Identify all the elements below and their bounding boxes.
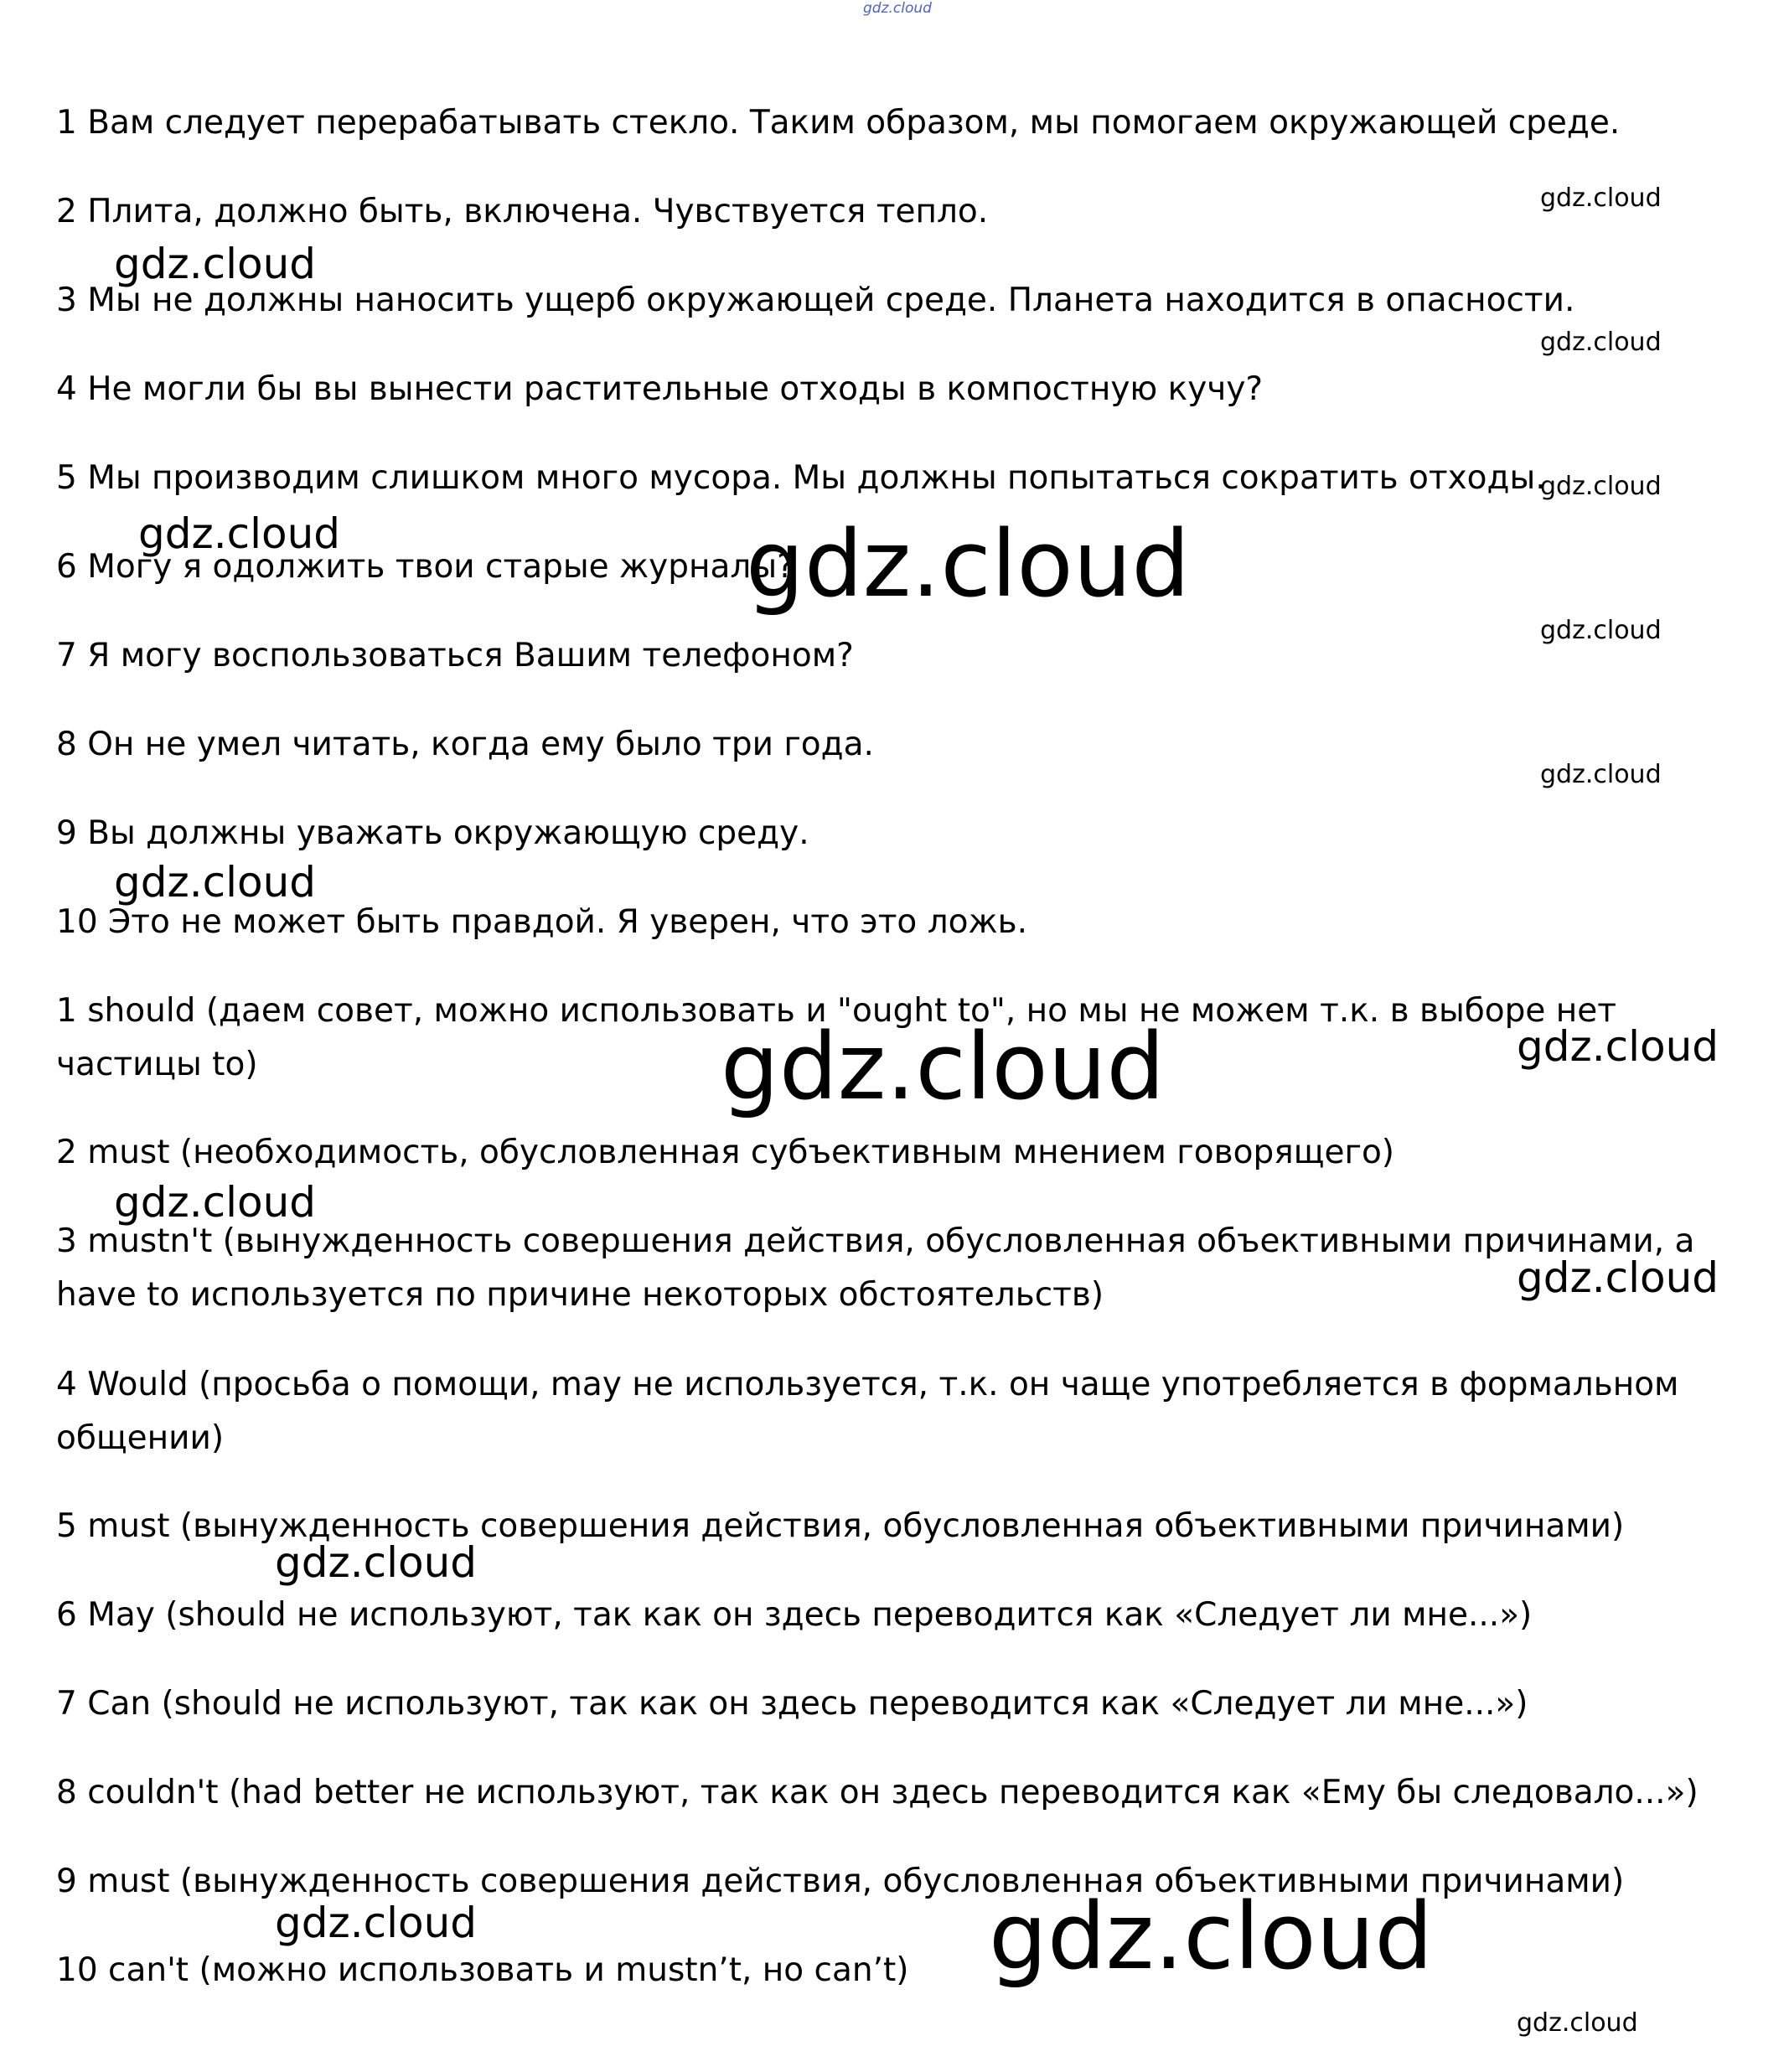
answer-line: 1 should (даем совет, можно использовать и "ought to", но мы не можем т.к. в выборе нет частицы to) xyxy=(56,992,1617,1083)
translation-line: 3 Мы не должны наносить ущерб окружающей среде. Планета находится в опасности. xyxy=(56,282,1575,319)
watermark-medium: gdz.cloud xyxy=(138,509,341,558)
translation-line: 2 Плита, должно быть, включена. Чувствуется тепло. xyxy=(56,193,989,230)
watermark-medium: gdz.cloud xyxy=(114,240,317,288)
translation-line: 7 Я могу воспользоваться Вашим телефоном? xyxy=(56,637,854,674)
watermark-small: gdz.cloud xyxy=(1540,183,1662,213)
answer-line: 9 must (вынужденность совершения действия, обусловленная объективными причинами) xyxy=(56,1863,1625,1900)
answer-line: 4 Would (просьба о помощи, may не используется, т.к. он чаще употребляется в формальном общении) xyxy=(56,1366,1679,1457)
answer-line: 7 Can (should не используют, так как он здесь переводится как «Следует ли мне...») xyxy=(56,1685,1528,1723)
translation-line: 6 Могу я одолжить твои старые журналы? xyxy=(56,548,794,586)
watermark-medium: gdz.cloud xyxy=(275,1899,478,1947)
watermark-medium: gdz.cloud xyxy=(1517,1253,1719,1302)
watermark-small: gdz.cloud xyxy=(1540,328,1662,357)
watermark-medium: gdz.cloud xyxy=(275,1538,478,1587)
watermark-small: gdz.cloud xyxy=(1540,472,1662,501)
translation-line: 4 Не могли бы вы вынести растительные отходы в компостную кучу? xyxy=(56,370,1264,408)
watermark-medium: gdz.cloud xyxy=(1517,1022,1719,1071)
watermark-medium: gdz.cloud xyxy=(1517,2008,1638,2038)
answer-line: 6 May (should не используют, так как он здесь переводится как «Следует ли мне...») xyxy=(56,1596,1533,1634)
answer-line: 10 can't (можно использовать и mustn’t, но can’t) xyxy=(56,1951,909,1989)
answer-line: 5 must (вынужденность совершения действия, обусловленная объективными причинами) xyxy=(56,1507,1625,1545)
header-watermark: gdz.cloud xyxy=(863,0,932,17)
watermark-medium: gdz.cloud xyxy=(114,1178,317,1227)
watermark-small: gdz.cloud xyxy=(1540,616,1662,645)
answer-line: 2 must (необходимость, обусловленная субъективным мнением говорящего) xyxy=(56,1134,1395,1171)
translation-line: 1 Вам следует перерабатывать стекло. Таким образом, мы помогаем окружающей среде. xyxy=(56,104,1621,142)
translation-line: 8 Он не умел читать, когда ему было три года. xyxy=(56,726,874,763)
answer-line: 3 mustn't (вынужденность совершения действия, обусловленная объективными причинами, а have to используется по причине некоторых обстоятельств) xyxy=(56,1222,1695,1314)
watermark-large: gdz.cloud xyxy=(746,510,1191,617)
watermark-small: gdz.cloud xyxy=(1540,760,1662,789)
translation-line: 10 Это не может быть правдой. Я уверен, что это ложь. xyxy=(56,903,1027,941)
watermark-medium: gdz.cloud xyxy=(114,858,317,907)
watermark-large: gdz.cloud xyxy=(989,1883,1434,1990)
watermark-large: gdz.cloud xyxy=(721,1013,1166,1120)
translation-line: 5 Мы производим слишком много мусора. Мы должны попытаться сократить отходы. xyxy=(56,459,1546,497)
translation-line: 9 Вы должны уважать окружающую среду. xyxy=(56,814,809,852)
answer-line: 8 couldn't (had better не используют, так как он здесь переводится как «Ему бы следовало...») xyxy=(56,1774,1699,1811)
